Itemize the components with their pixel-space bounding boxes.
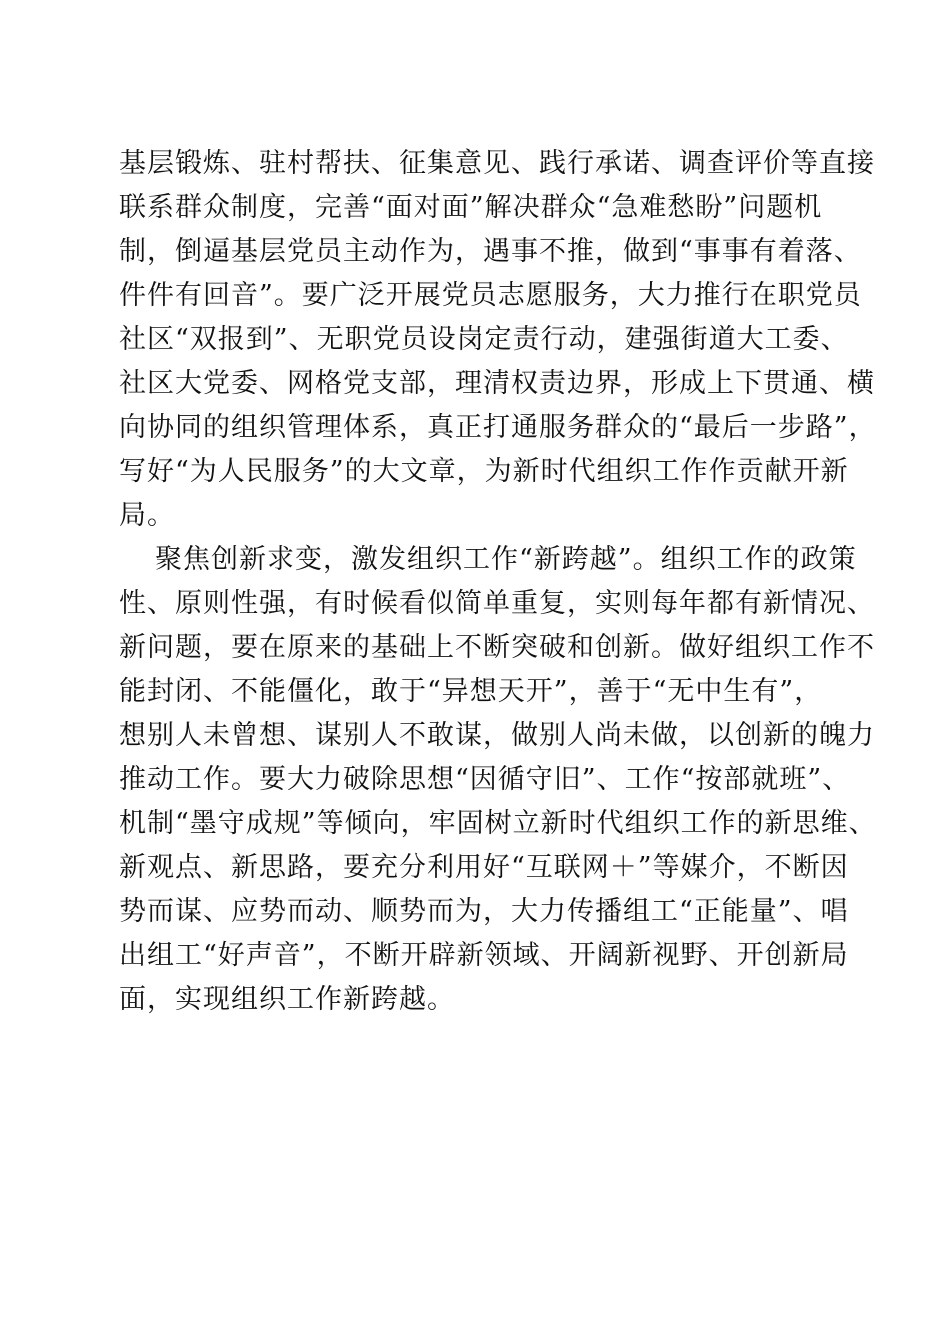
text-line: 想别人未曾想、谋别人不敢谋，做别人尚未做，以创新的魄力 <box>119 720 875 751</box>
text-line: 面，实现组织工作新跨越。 <box>119 984 455 1015</box>
text-line: 联系群众制度，完善“面对面”解决群众“急难愁盼”问题机 <box>119 192 823 223</box>
text-line: 社区大党委、网格党支部，理清权责边界，形成上下贯通、横 <box>119 368 875 399</box>
text-line: 性、原则性强，有时候看似简单重复，实则每年都有新情况、 <box>119 588 875 619</box>
text-line: 新观点、新思路，要充分利用好“互联网＋”等媒介，不断因 <box>119 852 849 883</box>
text-line: 机制“墨守成规”等倾向，牢固树立新时代组织工作的新思维、 <box>119 808 877 839</box>
text-line: 出组工“好声音”，不断开辟新领域、开阔新视野、开创新局 <box>119 940 849 971</box>
text-line: 局。 <box>119 500 175 531</box>
text-line: 推动工作。要大力破除思想“因循守旧”、工作“按部就班”、 <box>119 764 851 795</box>
paragraph-start-line: 聚焦创新求变，激发组织工作“新跨越”。组织工作的政策 <box>155 544 857 575</box>
text-line: 新问题，要在原来的基础上不断突破和创新。做好组织工作不 <box>119 632 875 663</box>
text-line: 能封闭、不能僵化，敢于“异想天开”，善于“无中生有”， <box>119 676 823 707</box>
text-line: 写好“为人民服务”的大文章，为新时代组织工作作贡献开新 <box>119 456 849 487</box>
text-line: 件件有回音”。要广泛开展党员志愿服务，大力推行在职党员 <box>119 280 862 311</box>
text-line: 向协同的组织管理体系，真正打通服务群众的“最后一步路”， <box>119 412 877 443</box>
text-line: 基层锻炼、驻村帮扶、征集意见、践行承诺、调查评价等直接 <box>119 148 875 179</box>
text-line: 势而谋、应势而动、顺势而为，大力传播组工“正能量”、唱 <box>119 896 849 927</box>
text-line: 社区“双报到”、无职党员设岗定责行动，建强街道大工委、 <box>119 324 849 355</box>
body-text <box>119 142 877 1022</box>
text-line: 制，倒逼基层党员主动作为，遇事不推，做到“事事有着落、 <box>119 236 862 267</box>
